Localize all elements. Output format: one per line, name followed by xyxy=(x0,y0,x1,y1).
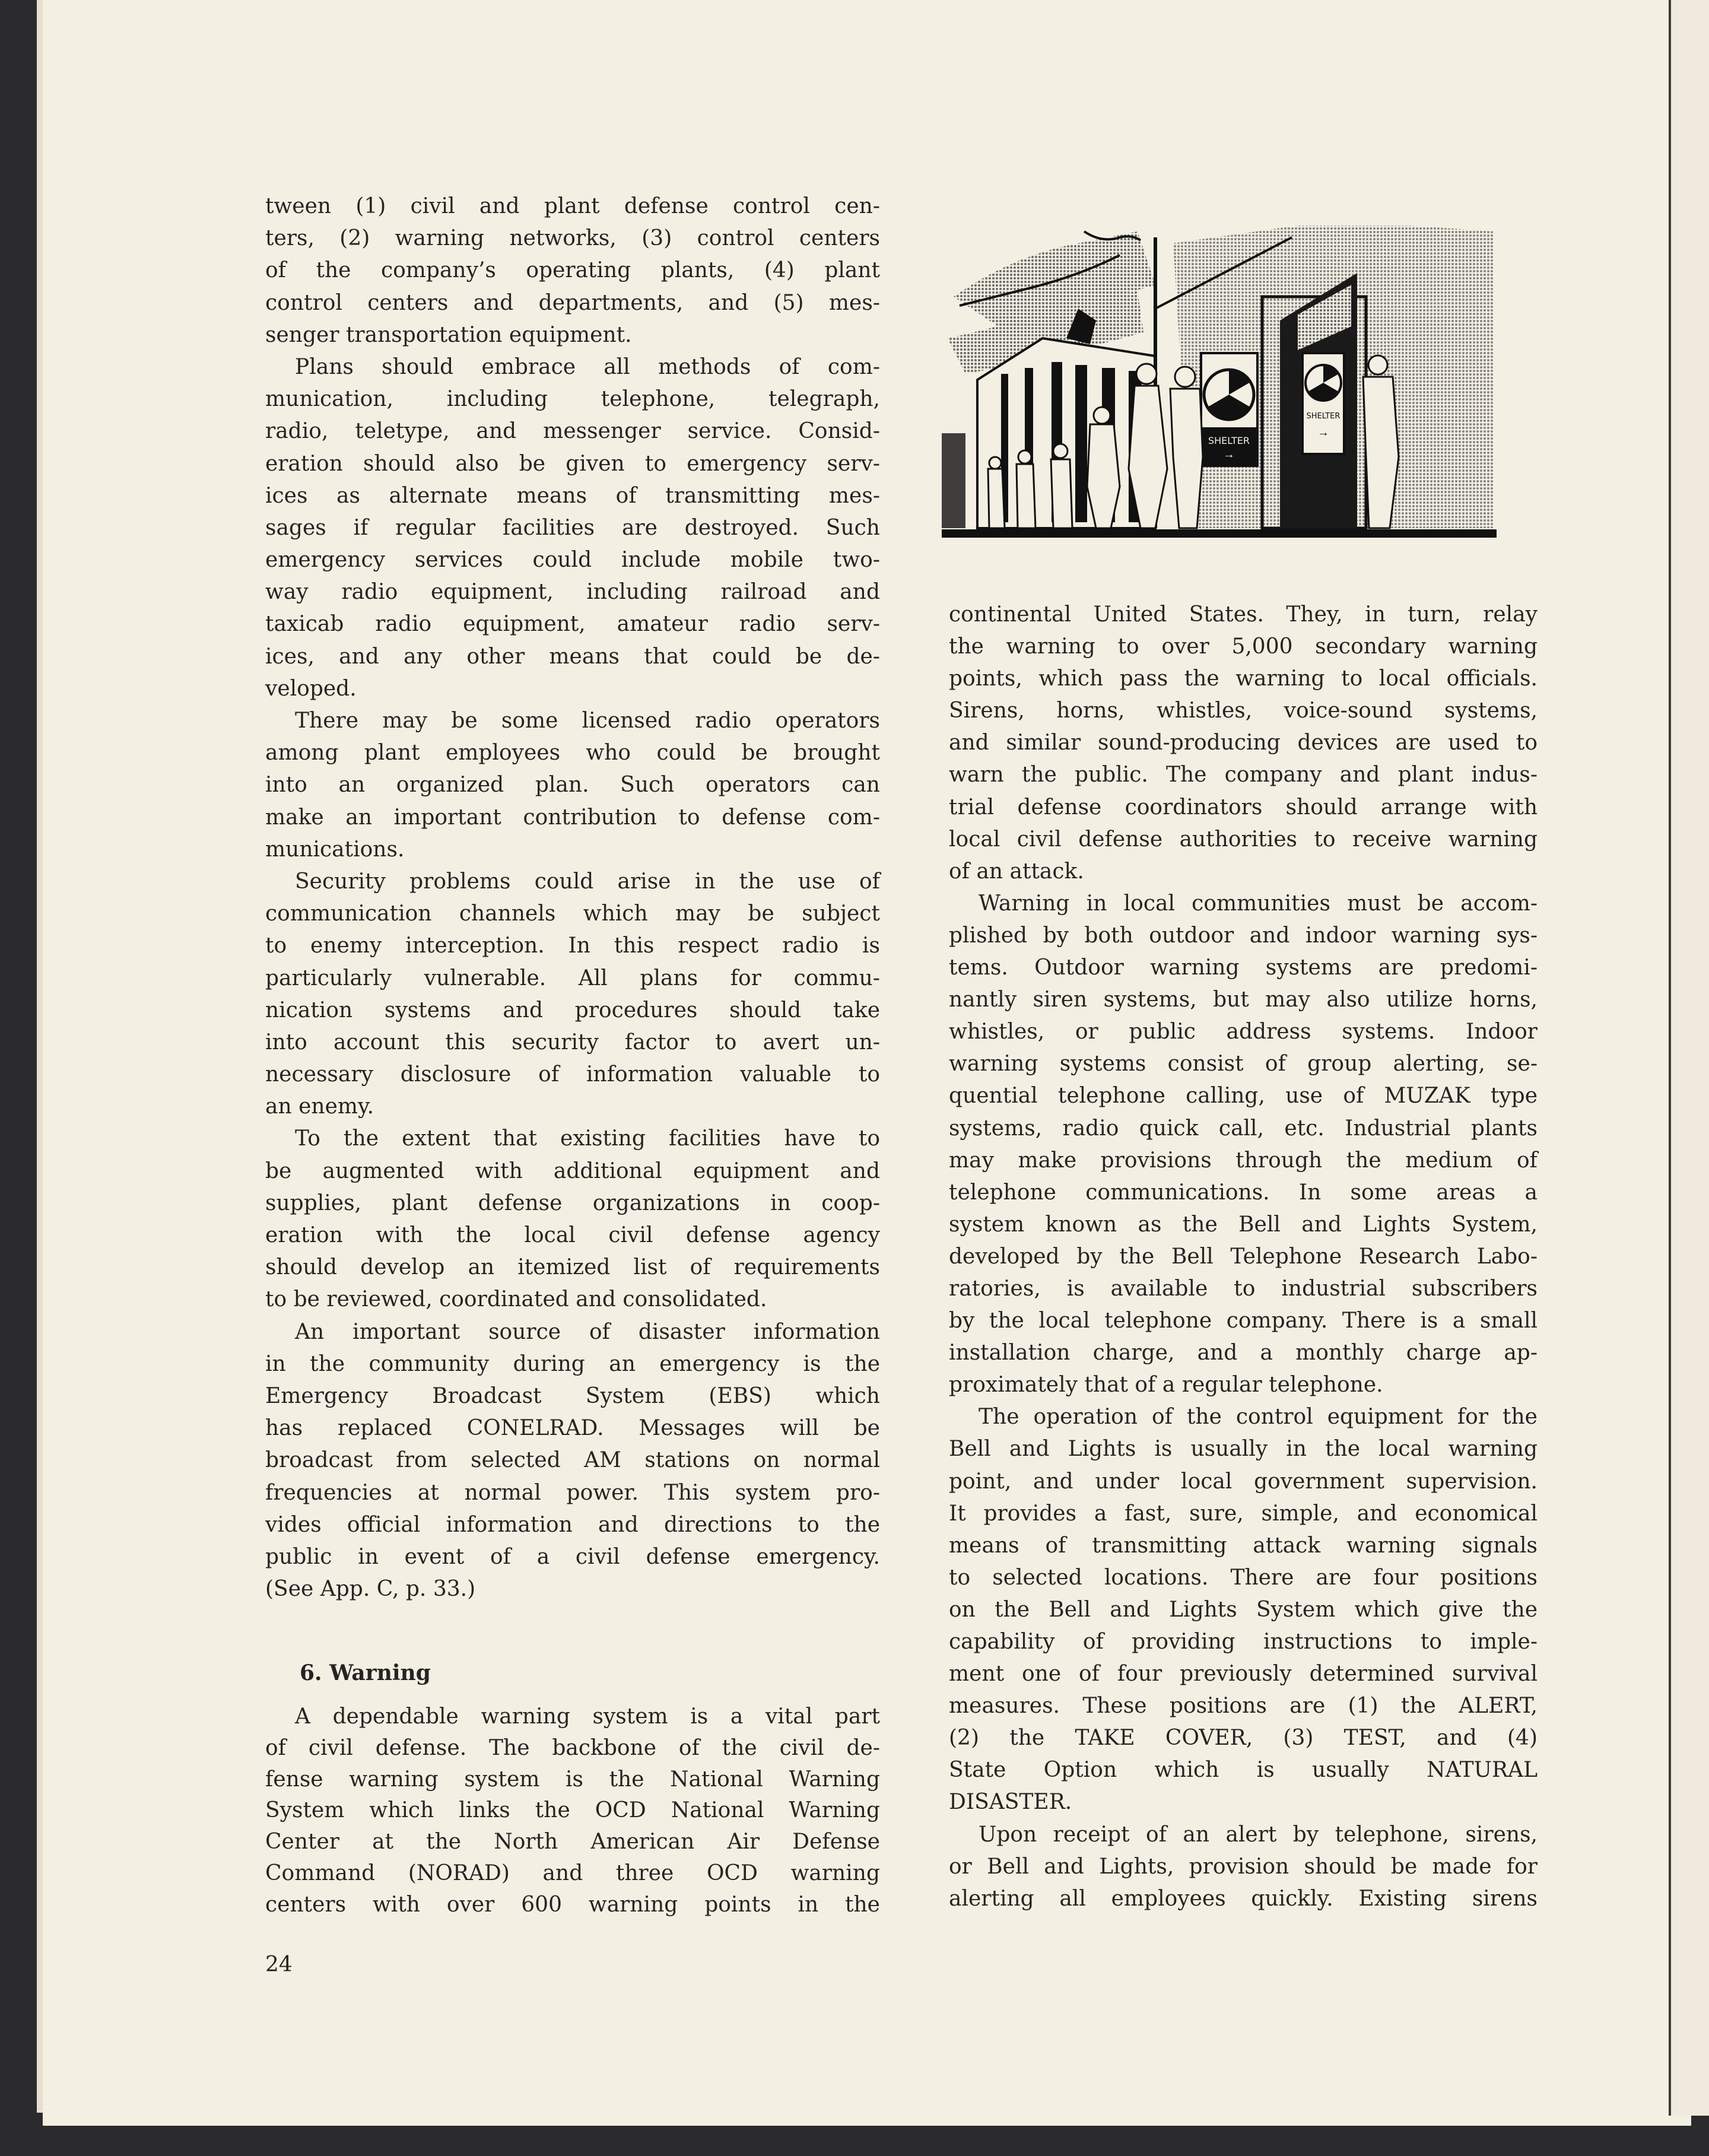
text-line: An important source of disaster information xyxy=(295,1319,880,1344)
text-line: of the company’s operating plants, (4) plant xyxy=(265,258,880,283)
text-line: munications. xyxy=(265,837,405,862)
text-line: continental United States. They, in turn, relay xyxy=(949,602,1538,627)
shelter-sign-label: SHELTER xyxy=(1208,435,1250,446)
right-column-text xyxy=(949,599,1538,1915)
page-number: 24 xyxy=(265,1952,293,1977)
paragraph xyxy=(265,190,880,351)
text-line: and similar sound-producing devices are used to xyxy=(949,731,1538,755)
text-line: among plant employees who could be brought xyxy=(265,741,880,766)
text-line: centers with over 600 warning points in the xyxy=(265,1892,880,1917)
text-line: Security problems could arise in the use of xyxy=(295,869,880,894)
text-line: ices as alternate means of transmitting mes- xyxy=(265,483,880,508)
shelter-sign-left xyxy=(1201,353,1257,466)
text-line: of an attack. xyxy=(949,859,1084,884)
text-line: Bell and Lights is usually in the local warning xyxy=(949,1437,1538,1462)
text-line: necessary disclosure of information valuable to xyxy=(265,1062,880,1087)
text-line: munication, including telephone, telegraph, xyxy=(265,387,880,412)
text-line: into account this security factor to avert un- xyxy=(265,1030,880,1055)
text-line: in the community during an emergency is the xyxy=(265,1351,880,1376)
section-heading: 6. Warning xyxy=(300,1660,431,1685)
text-line: eration should also be given to emergency serv- xyxy=(265,451,880,476)
paragraph xyxy=(949,1401,1538,1818)
shelter-sign-right xyxy=(1303,353,1344,454)
text-line: Emergency Broadcast System (EBS) which xyxy=(265,1383,880,1408)
text-line: emergency services could include mobile two- xyxy=(265,548,880,573)
text-line: developed by the Bell Telephone Research Labo- xyxy=(949,1244,1538,1269)
text-line: sages if regular facilities are destroyed. Such xyxy=(265,515,880,540)
text-line: has replaced CONELRAD. Messages will be xyxy=(265,1416,880,1441)
text-line: radio, teletype, and messenger service. Consid- xyxy=(265,419,880,444)
text-line: means of transmitting attack warning signals xyxy=(949,1533,1538,1558)
paragraph xyxy=(265,705,880,866)
text-line: broadcast from selected AM stations on normal xyxy=(265,1448,880,1473)
text-line: capability of providing instructions to imple- xyxy=(949,1630,1538,1654)
paragraph xyxy=(265,1701,880,1921)
text-line: by the local telephone company. There is a small xyxy=(949,1309,1538,1333)
text-line: installation charge, and a monthly charge ap- xyxy=(949,1341,1538,1366)
text-line: ratories, is available to industrial subscribers xyxy=(949,1276,1538,1301)
paragraph xyxy=(949,1819,1538,1915)
arrow-right-icon: → xyxy=(1223,448,1235,461)
text-line: control centers and departments, and (5) mes- xyxy=(265,290,880,315)
text-line: particularly vulnerable. All plans for commu- xyxy=(265,966,880,990)
text-line: an enemy. xyxy=(265,1094,374,1119)
text-line: Plans should embrace all methods of com- xyxy=(295,354,880,379)
text-line: DISASTER. xyxy=(949,1790,1072,1815)
paragraph xyxy=(265,866,880,1123)
text-line: trial defense coordinators should arrange with xyxy=(949,795,1538,820)
text-line: Center at the North American Air Defense xyxy=(265,1830,880,1855)
text-line: State Option which is usually NATURAL xyxy=(949,1758,1538,1783)
text-line: whistles, or public address systems. Indoor xyxy=(949,1020,1538,1044)
text-line: There may be some licensed radio operators xyxy=(295,709,880,733)
text-line: warn the public. The company and plant indus- xyxy=(949,763,1538,788)
text-line: measures. These positions are (1) the ALERT, xyxy=(949,1694,1538,1719)
text-line: public in event of a civil defense emergency. xyxy=(265,1544,880,1569)
paragraph xyxy=(949,599,1538,888)
text-line: warning systems consist of group alerting, se- xyxy=(949,1052,1538,1077)
text-line: senger transportation equipment. xyxy=(265,322,632,347)
text-line: tween (1) civil and plant defense control cen- xyxy=(265,194,880,218)
text-line: ices, and any other means that could be de- xyxy=(265,644,880,669)
text-line: System which links the OCD National Warning xyxy=(265,1798,880,1823)
shelter-illustration xyxy=(942,220,1500,555)
text-line: system known as the Bell and Lights System, xyxy=(949,1212,1538,1237)
text-line: systems, radio quick call, etc. Industrial plants xyxy=(949,1116,1538,1141)
text-line: fense warning system is the National Warning xyxy=(265,1767,880,1792)
text-line: frequencies at normal power. This system pro- xyxy=(265,1480,880,1505)
text-line: veloped. xyxy=(265,676,357,701)
next-page-edge xyxy=(1669,0,1709,2116)
text-line: eration with the local civil defense agency xyxy=(265,1223,880,1247)
ground-line xyxy=(942,529,1497,538)
text-line: local civil defense authorities to receive warning xyxy=(949,827,1538,852)
text-line: nication systems and procedures should take xyxy=(265,998,880,1023)
text-line: Command (NORAD) and three OCD warning xyxy=(265,1860,880,1885)
text-line: should develop an itemized list of requirements xyxy=(265,1255,880,1280)
text-line: (2) the TAKE COVER, (3) TEST, and (4) xyxy=(949,1726,1538,1751)
paragraph xyxy=(949,888,1538,1402)
text-line: points, which pass the warning to local officials. xyxy=(949,666,1538,691)
text-line: or Bell and Lights, provision should be made for xyxy=(949,1854,1538,1879)
text-line: plished by both outdoor and indoor warning sys- xyxy=(949,923,1538,948)
left-column-text xyxy=(265,190,880,1605)
text-line: make an important contribution to defense com- xyxy=(265,805,880,830)
text-line: on the Bell and Lights System which give the xyxy=(949,1597,1538,1622)
text-line: nantly siren systems, but may also utilize horns, xyxy=(949,987,1538,1012)
text-line: ment one of four previously determined survival xyxy=(949,1662,1538,1687)
text-line: Warning in local communities must be accom- xyxy=(979,891,1538,916)
text-line: the warning to over 5,000 secondary warning xyxy=(949,634,1538,659)
text-line: (See App. C, p. 33.) xyxy=(265,1577,476,1602)
text-line: tems. Outdoor warning systems are predomi- xyxy=(949,955,1538,980)
text-line: way radio equipment, including railroad and xyxy=(265,580,880,605)
text-line: to be reviewed, coordinated and consolidated. xyxy=(265,1287,767,1312)
text-line: to selected locations. There are four positions xyxy=(949,1565,1538,1590)
text-line: telephone communications. In some areas a xyxy=(949,1180,1538,1205)
text-line: taxicab radio equipment, amateur radio serv- xyxy=(265,612,880,637)
text-line: of civil defense. The backbone of the civil de- xyxy=(265,1735,880,1760)
text-line: Upon receipt of an alert by telephone, sirens, xyxy=(979,1822,1538,1847)
text-line: A dependable warning system is a vital part xyxy=(295,1704,880,1729)
text-line: It provides a fast, sure, simple, and economical xyxy=(949,1501,1538,1526)
text-line: supplies, plant defense organizations in coop- xyxy=(265,1190,880,1215)
text-line: ters, (2) warning networks, (3) control centers xyxy=(265,226,880,251)
paragraph xyxy=(265,1316,880,1606)
text-line: to enemy interception. In this respect radio is xyxy=(265,933,880,958)
text-line: communication channels which may be subject xyxy=(265,901,880,926)
text-line: may make provisions through the medium of xyxy=(949,1148,1538,1173)
paragraph xyxy=(265,1123,880,1316)
arrow-right-icon: → xyxy=(1317,426,1329,439)
text-line: alerting all employees quickly. Existing sirens xyxy=(949,1886,1538,1911)
text-line: vides official information and directions to the xyxy=(265,1512,880,1537)
text-line: point, and under local government supervision. xyxy=(949,1469,1538,1494)
text-line: be augmented with additional equipment and xyxy=(265,1158,880,1183)
shelter-sign-label: SHELTER xyxy=(1306,412,1340,421)
text-line: into an organized plan. Such operators can xyxy=(265,773,880,798)
paragraph xyxy=(265,351,880,705)
text-line: The operation of the control equipment for the xyxy=(979,1405,1538,1430)
text-line: quential telephone calling, use of MUZAK type xyxy=(949,1084,1538,1109)
text-line: To the extent that existing facilities have to xyxy=(295,1126,880,1151)
text-line: proximately that of a regular telephone. xyxy=(949,1373,1383,1398)
left-column-text-continued xyxy=(265,1701,880,1921)
text-line: Sirens, horns, whistles, voice-sound systems, xyxy=(949,698,1538,723)
